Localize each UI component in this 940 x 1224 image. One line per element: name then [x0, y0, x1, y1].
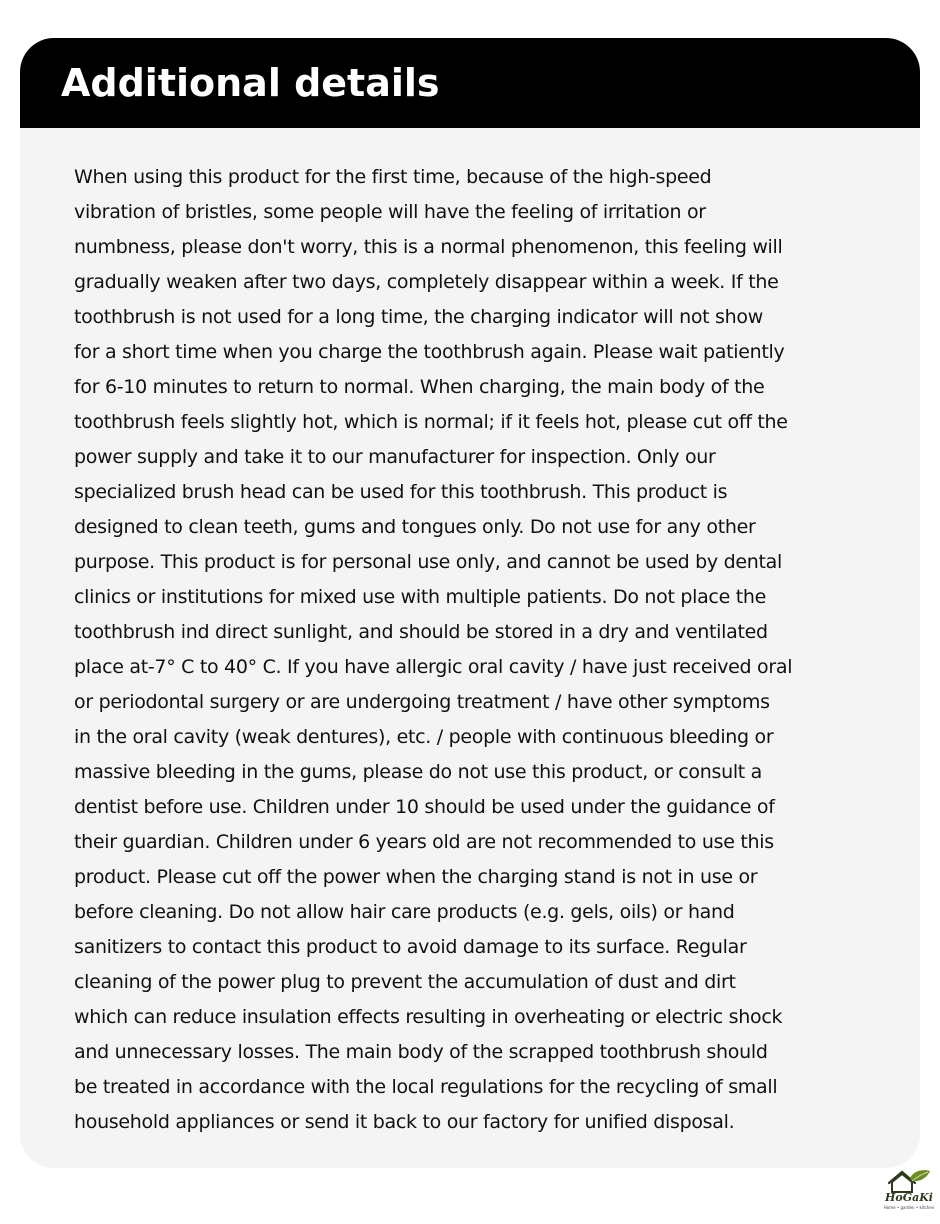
details-card — [20, 38, 920, 1168]
details-paragraph: When using this product for the first time, because of the high-speed vibration of bristles, some people will have the feeling of irritation or numbness, please don't worry, this is a normal phenomenon, this feeling will gradually weaken after two days, completely disappear within a week. If the toothbrush is not used for a long time, the charging indicator will not show for a short time when you charge the toothbrush again. Please wait patiently for 6-10 minutes to return to normal. When charging, the main body of the toothbrush feels slightly hot, which is normal; if it feels hot, please cut off the power supply and take it to our manufacturer for inspection. Only our specialized brush head can be used for this toothbrush. This product is designed to clean teeth, gums and tongues only. Do not use for any other purpose. This product is for personal use only, and cannot be used by dental clinics or institutions for mixed use with multiple patients. Do not place the toothbrush ind direct sunlight, and should be stored in a dry and ventilated place at-7° C to 40° C. If you have allergic oral cavity / have just received oral or periodontal surgery or are undergoing treatment / have other symptoms in the oral cavity (weak dentures), etc. / people with continuous bleeding or massive bleeding in the gums, please do not use this product, or consult a dentist before use. Children under 10 should be used under the guidance of their guardian. Children under 6 years old are not recommended to use this product. Please cut off the power when the charging stand is not in use or before cleaning. Do not allow hair care products (e.g. gels, oils) or hand sanitizers to contact this product to avoid damage to its surface. Regular cleaning of the power plug to prevent the accumulation of dust and dirt which can reduce insulation effects resulting in overheating or electric shock and unnecessary losses. The main body of the scrapped toothbrush should be treated in accordance with the local regulations for the recycling of small household appliances or send it back to our factory for unified disposal. — [74, 166, 793, 1133]
logo-tagline: Home • garden • kitchen — [883, 1205, 935, 1210]
brand-logo — [880, 1168, 938, 1214]
card-header — [20, 38, 920, 128]
page-title: Additional details — [61, 61, 440, 105]
logo-wordmark: HoGaKi — [885, 1191, 933, 1204]
